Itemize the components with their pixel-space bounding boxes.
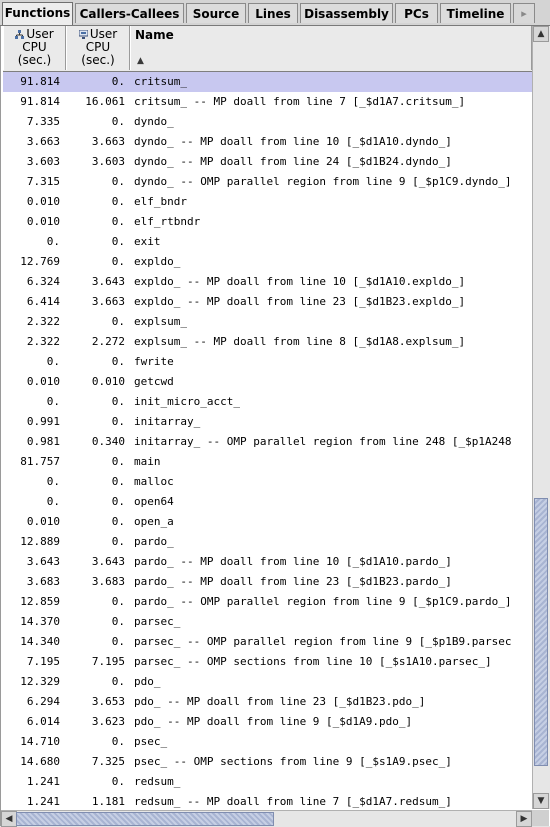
inclusive-cpu-cell: 0. xyxy=(111,215,125,228)
inclusive-cpu-cell: 16.061 xyxy=(85,95,125,108)
table-row[interactable] xyxy=(3,452,532,472)
table-row[interactable] xyxy=(3,552,532,572)
chevron-right-icon[interactable]: ▸ xyxy=(513,3,535,23)
function-list xyxy=(3,72,532,812)
inclusive-cpu-cell: 7.195 xyxy=(91,655,125,668)
tab-functions[interactable]: Functions xyxy=(2,2,73,25)
exclusive-cpu-cell: 14.680 xyxy=(20,755,60,768)
exclusive-cpu-cell: 0. xyxy=(46,495,60,508)
function-name-cell: elf_rtbndr xyxy=(134,215,201,228)
inclusive-cpu-cell: 0.010 xyxy=(91,375,125,388)
table-row[interactable] xyxy=(3,732,532,752)
sort-ascending-icon: ▲ xyxy=(137,56,144,66)
tab-callers-callees[interactable]: Callers-Callees xyxy=(75,3,184,23)
inclusive-cpu-cell: 0. xyxy=(111,515,125,528)
exclusive-cpu-cell: 0. xyxy=(46,395,60,408)
exclusive-cpu-cell: 6.014 xyxy=(26,715,60,728)
inclusive-cpu-cell: 3.663 xyxy=(91,135,125,148)
exclusive-cpu-cell: 81.757 xyxy=(20,455,60,468)
inclusive-cpu-cell: 0. xyxy=(111,315,125,328)
inclusive-cpu-cell: 3.683 xyxy=(91,575,125,588)
function-name-cell: dyndo_ -- MP doall from line 24 [_$d1B24.dyndo_] xyxy=(134,155,452,168)
table-row[interactable] xyxy=(3,192,532,212)
table-row[interactable] xyxy=(3,252,532,272)
exclusive-cpu-cell: 2.322 xyxy=(26,315,60,328)
inclusive-cpu-cell: 0. xyxy=(111,235,125,248)
inclusive-cpu-cell: 0. xyxy=(111,595,125,608)
function-name-cell: pdo_ -- MP doall from line 9 [_$d1A9.pdo_] xyxy=(134,715,413,728)
inclusive-cpu-cell: 3.603 xyxy=(91,155,125,168)
inclusive-cpu-cell: 0. xyxy=(111,395,125,408)
exclusive-cpu-cell: 0.010 xyxy=(26,515,60,528)
table-row[interactable] xyxy=(3,152,532,172)
exclusive-cpu-cell: 3.643 xyxy=(26,555,60,568)
table-row[interactable] xyxy=(3,332,532,352)
exclusive-cpu-cell: 3.603 xyxy=(26,155,60,168)
inclusive-cpu-cell: 3.623 xyxy=(91,715,125,728)
inclusive-cpu-cell: 0. xyxy=(111,175,125,188)
inclusive-cpu-cell: 0. xyxy=(111,735,125,748)
function-name-cell: critsum_ -- MP doall from line 7 [_$d1A7.critsum_] xyxy=(134,95,466,108)
function-name-cell: pardo_ xyxy=(134,535,174,548)
table-row[interactable] xyxy=(3,412,532,432)
function-name-cell: initarray_ -- OMP parallel region from line 248 [_$p1A248 xyxy=(134,435,512,448)
table-row[interactable] xyxy=(3,492,532,512)
function-name-cell: critsum_ xyxy=(134,75,187,88)
function-name-cell: fwrite xyxy=(134,355,174,368)
table-row[interactable] xyxy=(3,692,532,712)
exclusive-cpu-cell: 7.315 xyxy=(26,175,60,188)
column-header-exclusive-user-cpu[interactable] xyxy=(3,26,66,70)
inclusive-cpu-cell: 0. xyxy=(111,195,125,208)
inclusive-cpu-cell: 0. xyxy=(111,355,125,368)
exclusive-cpu-cell: 12.889 xyxy=(20,535,60,548)
table-row[interactable] xyxy=(3,112,532,132)
exclusive-cpu-cell: 91.814 xyxy=(20,95,60,108)
table-row[interactable] xyxy=(3,592,532,612)
inclusive-cpu-cell: 3.653 xyxy=(91,695,125,708)
tab-source[interactable]: Source xyxy=(186,3,246,23)
function-name-cell: getcwd xyxy=(134,375,174,388)
exclusive-cpu-cell: 0.991 xyxy=(26,415,60,428)
table-row[interactable] xyxy=(3,672,532,692)
exclusive-cpu-cell: 12.769 xyxy=(20,255,60,268)
inclusive-cpu-cell: 0.340 xyxy=(91,435,125,448)
exclusive-cpu-cell: 14.370 xyxy=(20,615,60,628)
table-row[interactable] xyxy=(3,272,532,292)
function-name-cell: expldo_ xyxy=(134,255,181,268)
exclusive-header-line1: User xyxy=(26,27,54,41)
exclusive-cpu-cell: 14.710 xyxy=(20,735,60,748)
exclusive-cpu-cell: 6.324 xyxy=(26,275,60,288)
function-name-cell: pardo_ -- OMP parallel region from line 9 [_$p1C9.pardo_] xyxy=(134,595,512,608)
function-name-cell: open64 xyxy=(134,495,174,508)
exclusive-cpu-cell: 3.663 xyxy=(26,135,60,148)
inclusive-cpu-cell: 0. xyxy=(111,415,125,428)
inclusive-header-line2: CPU xyxy=(85,40,111,54)
inclusive-header-line1: User xyxy=(89,27,118,41)
vertical-scroll-thumb[interactable] xyxy=(534,498,548,766)
function-name-cell: psec_ -- OMP sections from line 9 [_$s1A9.psec_] xyxy=(134,755,452,768)
tab-lines[interactable]: Lines xyxy=(248,3,298,23)
horizontal-scrollbar[interactable] xyxy=(1,810,532,827)
table-row[interactable] xyxy=(3,572,532,592)
inclusive-cpu-cell: 0. xyxy=(111,255,125,268)
function-name-cell: dyndo_ -- OMP parallel region from line 9 [_$p1C9.dyndo_] xyxy=(134,175,512,188)
function-name-cell: pdo_ xyxy=(134,675,161,688)
table-header xyxy=(3,26,532,72)
tab-timeline[interactable]: Timeline xyxy=(440,3,511,23)
table-row[interactable] xyxy=(3,772,532,792)
function-name-cell: expldo_ -- MP doall from line 10 [_$d1A10.expldo_] xyxy=(134,275,466,288)
exclusive-header-line3: (sec.) xyxy=(17,53,52,67)
table-row[interactable] xyxy=(3,392,532,412)
scroll-left-icon[interactable]: ◀ xyxy=(1,811,17,827)
function-name-cell: malloc xyxy=(134,475,174,488)
scroll-up-icon[interactable]: ▲ xyxy=(533,26,549,42)
inclusive-cpu-cell: 1.181 xyxy=(91,795,125,808)
exclusive-cpu-cell: 2.322 xyxy=(26,335,60,348)
inclusive-cpu-cell: 2.272 xyxy=(91,335,125,348)
exclusive-cpu-cell: 6.294 xyxy=(26,695,60,708)
table-row[interactable] xyxy=(3,292,532,312)
exclusive-cpu-cell: 1.241 xyxy=(26,795,60,808)
function-name-cell: elf_bndr xyxy=(134,195,187,208)
table-row[interactable] xyxy=(3,232,532,252)
table-row[interactable] xyxy=(3,212,532,232)
function-name-cell: parsec_ xyxy=(134,615,181,628)
table-row[interactable] xyxy=(3,312,532,332)
inclusive-cpu-cell: 0. xyxy=(111,475,125,488)
function-name-cell: open_a xyxy=(134,515,174,528)
functions-panel xyxy=(0,26,550,826)
exclusive-cpu-cell: 1.241 xyxy=(26,775,60,788)
inclusive-cpu-cell: 0. xyxy=(111,635,125,648)
name-header-label: Name xyxy=(135,28,174,42)
function-name-cell: redsum_ -- MP doall from line 7 [_$d1A7.redsum_] xyxy=(134,795,452,808)
exclusive-cpu-cell: 0.981 xyxy=(26,435,60,448)
inclusive-header-line3: (sec.) xyxy=(81,53,115,67)
function-name-cell: parsec_ -- OMP sections from line 10 [_$s1A10.parsec_] xyxy=(134,655,492,668)
table-row[interactable] xyxy=(3,792,532,812)
exclusive-cpu-cell: 0. xyxy=(46,355,60,368)
inclusive-cpu-cell: 0. xyxy=(111,535,125,548)
function-name-cell: explsum_ -- MP doall from line 8 [_$d1A8.explsum_] xyxy=(134,335,466,348)
inclusive-cpu-cell: 3.643 xyxy=(91,555,125,568)
scroll-corner xyxy=(532,810,549,826)
function-name-cell: init_micro_acct_ xyxy=(134,395,240,408)
inclusive-cpu-cell: 0. xyxy=(111,615,125,628)
exclusive-cpu-cell: 91.814 xyxy=(20,75,60,88)
column-header-name[interactable] xyxy=(130,26,532,70)
exclusive-header-line2: CPU xyxy=(22,40,47,54)
exclusive-cpu-cell: 0.010 xyxy=(26,215,60,228)
table-row[interactable] xyxy=(3,132,532,152)
exclusive-cpu-cell: 0. xyxy=(46,475,60,488)
function-name-cell: pdo_ -- MP doall from line 23 [_$d1B23.pdo_] xyxy=(134,695,426,708)
function-name-cell: expldo_ -- MP doall from line 23 [_$d1B23.expldo_] xyxy=(134,295,466,308)
function-name-cell: dyndo_ -- MP doall from line 10 [_$d1A10.dyndo_] xyxy=(134,135,452,148)
table-row[interactable] xyxy=(3,372,532,392)
inclusive-cpu-cell: 0. xyxy=(111,775,125,788)
exclusive-cpu-cell: 3.683 xyxy=(26,575,60,588)
function-name-cell: psec_ xyxy=(134,735,168,748)
function-name-cell: exit xyxy=(134,235,161,248)
function-name-cell: redsum_ xyxy=(134,775,181,788)
exclusive-cpu-cell: 14.340 xyxy=(20,635,60,648)
exclusive-cpu-cell: 7.335 xyxy=(26,115,60,128)
function-name-cell: initarray_ xyxy=(134,415,201,428)
tab-disassembly[interactable]: Disassembly xyxy=(300,3,393,23)
inclusive-cpu-cell: 0. xyxy=(111,675,125,688)
table-row[interactable] xyxy=(3,712,532,732)
column-header-inclusive-user-cpu[interactable] xyxy=(66,26,130,70)
inclusive-cpu-cell: 3.643 xyxy=(91,275,125,288)
table-row[interactable] xyxy=(3,172,532,192)
inclusive-cpu-cell: 0. xyxy=(111,495,125,508)
table-row[interactable] xyxy=(3,432,532,452)
function-name-cell: dyndo_ xyxy=(134,115,174,128)
table-row[interactable] xyxy=(3,92,532,112)
exclusive-cpu-cell: 6.414 xyxy=(26,295,60,308)
inclusive-cpu-cell: 7.325 xyxy=(91,755,125,768)
inclusive-metric-icon xyxy=(79,29,88,38)
exclusive-cpu-cell: 0.010 xyxy=(26,195,60,208)
function-name-cell: pardo_ -- MP doall from line 23 [_$d1B23.pardo_] xyxy=(134,575,452,588)
function-name-cell: explsum_ xyxy=(134,315,187,328)
function-name-cell: pardo_ -- MP doall from line 10 [_$d1A10.pardo_] xyxy=(134,555,452,568)
table-row[interactable] xyxy=(3,352,532,372)
table-row[interactable] xyxy=(3,752,532,772)
vertical-scrollbar[interactable] xyxy=(532,26,550,809)
scroll-down-icon[interactable]: ▼ xyxy=(533,793,549,809)
inclusive-cpu-cell: 0. xyxy=(111,75,125,88)
table-row[interactable] xyxy=(3,612,532,632)
exclusive-cpu-cell: 12.329 xyxy=(20,675,60,688)
table-row[interactable] xyxy=(3,652,532,672)
table-row[interactable] xyxy=(3,532,532,552)
table-row[interactable] xyxy=(3,512,532,532)
inclusive-cpu-cell: 3.663 xyxy=(91,295,125,308)
table-row[interactable] xyxy=(3,632,532,652)
table-row[interactable] xyxy=(3,472,532,492)
tab-pcs[interactable]: PCs xyxy=(395,3,438,23)
exclusive-cpu-cell: 7.195 xyxy=(26,655,60,668)
function-name-cell: main xyxy=(134,455,161,468)
exclusive-cpu-cell: 0. xyxy=(46,235,60,248)
tab-bar xyxy=(0,0,550,27)
table-row[interactable] xyxy=(3,72,532,92)
function-name-cell: parsec_ -- OMP parallel region from line 9 [_$p1B9.parsec xyxy=(134,635,512,648)
scroll-right-icon[interactable]: ▶ xyxy=(516,811,532,827)
horizontal-scroll-thumb[interactable] xyxy=(16,812,274,826)
inclusive-cpu-cell: 0. xyxy=(111,455,125,468)
exclusive-metric-icon xyxy=(15,29,24,38)
exclusive-cpu-cell: 0.010 xyxy=(26,375,60,388)
exclusive-cpu-cell: 12.859 xyxy=(20,595,60,608)
inclusive-cpu-cell: 0. xyxy=(111,115,125,128)
